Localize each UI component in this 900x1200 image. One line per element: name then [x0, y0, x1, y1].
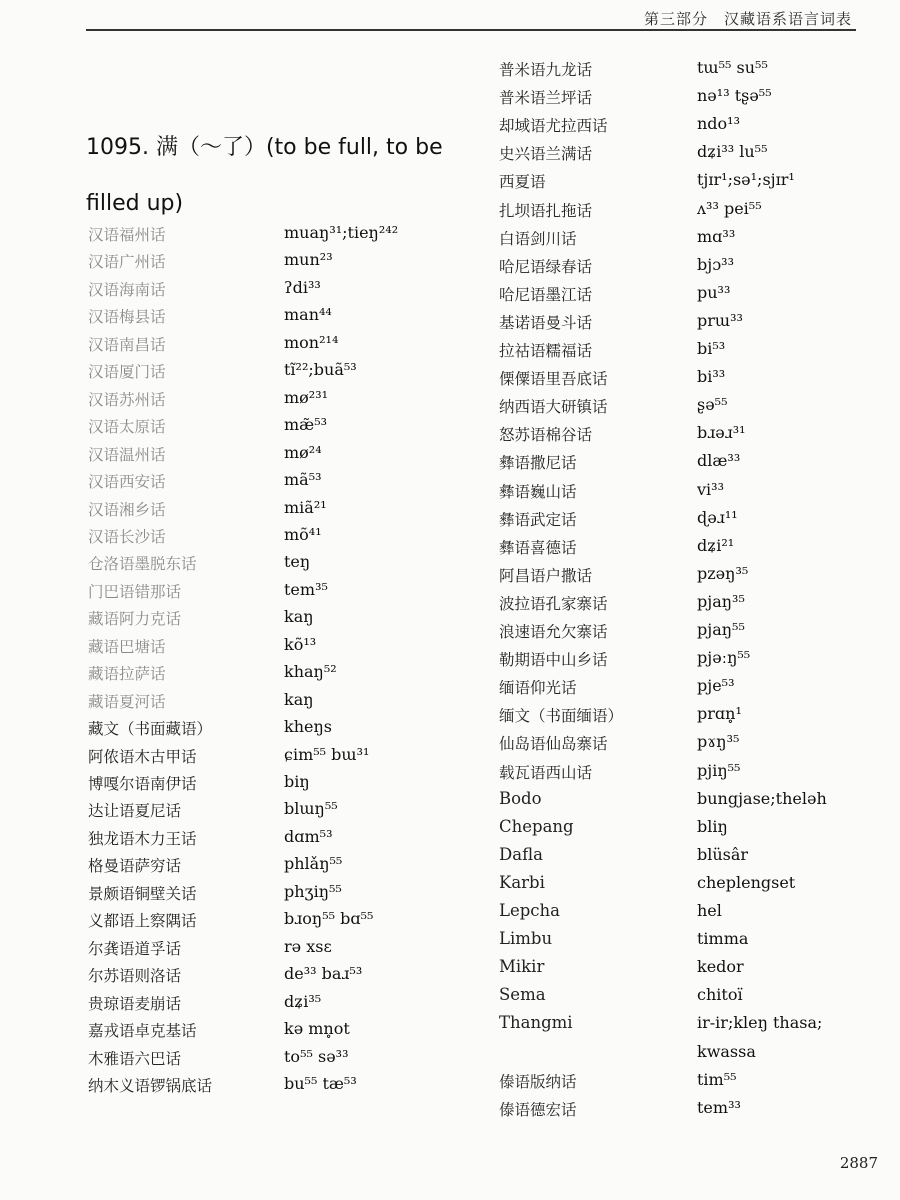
word-form: mõ⁴¹ [284, 524, 322, 544]
dialect-row [88, 607, 488, 634]
dialect-row [88, 388, 488, 415]
dialect-name: 独龙语木力王话 [88, 829, 197, 848]
dialect-row [499, 508, 899, 535]
dialect-name: Thangmi [499, 1013, 573, 1033]
dialect-row [88, 360, 488, 387]
word-form: teŋ [284, 552, 311, 572]
dialect-row [499, 311, 899, 338]
word-form: mɑ³³ [697, 226, 736, 246]
dialect-row [499, 283, 899, 310]
dialect-row [88, 278, 488, 305]
word-form: bi⁵³ [697, 339, 726, 358]
dialect-name: Mikir [499, 957, 545, 977]
entry-title: 1095. 满（～了）(to be full, to be filled up) [86, 135, 443, 216]
dialect-name: 藏语夏河话 [88, 692, 166, 711]
dialect-row [499, 142, 899, 169]
dialect-row [499, 901, 899, 928]
word-form: blüsâr [697, 844, 749, 864]
word-form: ɕim⁵⁵ bɯ³¹ [284, 744, 370, 764]
dialect-row [88, 470, 488, 497]
dialect-name: 彝语巍山话 [499, 482, 577, 501]
dialect-row [88, 772, 488, 799]
dialect-name: 藏语巴塘话 [88, 637, 166, 656]
dialect-name: 汉语梅县话 [88, 308, 166, 327]
dialect-row [499, 817, 899, 844]
dialect-row [88, 552, 488, 579]
dialect-name: 汉语南昌话 [88, 335, 166, 354]
word-form: phlǎŋ⁵⁵ [284, 854, 343, 874]
dialect-row [499, 255, 899, 282]
word-form: man⁴⁴ [284, 305, 332, 325]
dialect-row [88, 250, 488, 277]
dialect-name: 傈僳语里吾底话 [499, 370, 608, 389]
word-form: tem³⁵ [284, 579, 328, 599]
word-form: mun²³ [284, 250, 333, 270]
page-number: 2887 [839, 1154, 878, 1172]
dialect-row [88, 415, 488, 442]
dialect-name: 怒苏语棉谷话 [499, 426, 593, 445]
word-form: kaŋ [284, 689, 314, 709]
dialect-name: 仓洛语墨脱东话 [88, 555, 197, 574]
dialect-row [499, 1070, 899, 1097]
word-form: tjɪr¹;sə¹;sjɪr¹ [697, 170, 795, 190]
word-form: ir-ir;kleŋ thasa; [697, 1013, 823, 1033]
header-rule [86, 29, 856, 31]
dialect-name: 格曼语萨穷话 [88, 857, 182, 876]
dialect-name: 傣语德宏话 [499, 1100, 577, 1119]
dialect-name: 彝语武定话 [499, 510, 577, 529]
dialect-row [88, 580, 488, 607]
word-form: kõ¹³ [284, 634, 317, 654]
word-form: kaŋ [284, 607, 314, 627]
dialect-name: 彝语喜德话 [499, 538, 577, 557]
dialect-name: 嘉戎语卓克基话 [88, 1022, 197, 1041]
dialect-name: 拉祜语糯福话 [499, 342, 593, 360]
word-form: tɯ⁵⁵ su⁵⁵ [697, 58, 768, 77]
word-form: phʒiŋ⁵⁵ [284, 881, 342, 901]
word-form: bɹoŋ⁵⁵ bɑ⁵⁵ [284, 909, 374, 929]
word-form: mø²³¹ [284, 387, 329, 407]
dialect-name: 阿侬语木古甲话 [88, 747, 197, 766]
dialect-row [499, 732, 899, 759]
word-form: dʑi³³ lu⁵⁵ [697, 142, 768, 162]
dialect-row [88, 964, 488, 991]
word-form: vi³³ [697, 479, 724, 499]
dialect-row [88, 443, 488, 470]
dialect-name: 木雅语六巴话 [88, 1049, 182, 1068]
word-form: dʑi³⁵ [284, 991, 322, 1011]
word-form: dɑm⁵³ [284, 826, 333, 846]
word-form: timma [697, 929, 749, 949]
word-form: bi³³ [697, 367, 726, 387]
word-form: pu³³ [697, 282, 731, 302]
dialect-name: 景颇语铜壁关话 [88, 884, 197, 903]
dialect-name: 西夏语 [499, 173, 546, 192]
dialect-name: 彝语撒尼话 [499, 454, 577, 473]
dialect-row [499, 704, 899, 731]
dialect-row [88, 1074, 488, 1101]
dialect-name: 汉语太原话 [88, 418, 166, 437]
dialect-row [499, 1098, 899, 1125]
dialect-row [88, 882, 488, 909]
dialect-row [499, 170, 899, 197]
dialect-name: 汉语西安话 [88, 473, 166, 492]
dialect-row [88, 690, 488, 717]
word-form: tem³³ [697, 1097, 741, 1117]
dialect-row [88, 909, 488, 936]
dialect-name: 汉语长沙话 [88, 527, 166, 546]
dialect-row [499, 395, 899, 422]
dialect-row [499, 648, 899, 675]
word-form: blɯŋ⁵⁵ [284, 799, 338, 819]
word-form: ʂə⁵⁵ [697, 395, 728, 415]
word-form: pje⁵³ [697, 676, 735, 696]
dialect-row [88, 525, 488, 552]
dialect-row [499, 564, 899, 591]
dialect-name: 贵琼语麦崩话 [88, 994, 182, 1013]
word-form: bu⁵⁵ tæ⁵³ [284, 1073, 357, 1093]
word-form: rə xsɛ [284, 936, 332, 956]
dialect-name: 尔苏语则洛话 [88, 967, 182, 986]
dialect-row [499, 58, 899, 85]
word-form: bɹəɹ³¹ [697, 423, 746, 443]
dialect-name: 缅语仰光话 [499, 679, 577, 698]
dialect-row [499, 114, 899, 141]
dialect-row [88, 799, 488, 826]
dialect-name: 普米语九龙话 [499, 61, 593, 79]
dialect-name: Sema [499, 985, 546, 1005]
dialect-name: Limbu [499, 929, 553, 949]
dialect-row [499, 227, 899, 254]
dialect-row [88, 854, 488, 881]
dialect-name: 波拉语孔家寨话 [499, 594, 608, 613]
running-header [0, 0, 900, 30]
word-form: mæ̃⁵³ [284, 415, 328, 435]
word-form: kwassa [697, 1041, 756, 1061]
word-form: de³³ baɹ⁵³ [284, 964, 363, 984]
word-form: dʑi²¹ [697, 535, 735, 555]
dialect-row [88, 1047, 488, 1074]
dialect-row [499, 480, 899, 507]
dialect-row [499, 339, 899, 366]
dialect-row [499, 423, 899, 450]
word-form: cheplengset [697, 872, 796, 892]
dialect-name: Dafla [499, 844, 543, 864]
word-form: tĩ²²;buã⁵³ [284, 360, 357, 380]
dialect-row [499, 620, 899, 647]
dialect-name: 普米语兰坪话 [499, 89, 593, 108]
word-form: bjɔ³³ [697, 254, 734, 274]
dialect-row [499, 199, 899, 226]
word-form: hel [697, 901, 722, 920]
dialect-name: 浪速语允欠寨话 [499, 623, 608, 641]
dialect-name: 扎坝语扎拖话 [499, 201, 593, 220]
word-form: prɯ³³ [697, 310, 743, 330]
dialect-name: 汉语厦门话 [88, 363, 166, 382]
dialect-name: 汉语苏州话 [88, 390, 166, 409]
dialect-row [88, 635, 488, 662]
dialect-row [88, 498, 488, 525]
dialect-row [499, 536, 899, 563]
dialect-row [499, 845, 899, 872]
dialect-name: 汉语福州话 [88, 226, 166, 244]
dialect-name: 纳西语大研镇话 [499, 398, 608, 417]
word-form: ndo¹³ [697, 114, 741, 134]
dialect-row [499, 789, 899, 816]
word-form: khaŋ⁵² [284, 662, 337, 682]
dialect-row [88, 937, 488, 964]
dialect-row [499, 929, 899, 956]
dialect-name: Karbi [499, 872, 545, 892]
dialect-row [499, 676, 899, 703]
dialect-row [88, 662, 488, 689]
word-form: pjəːŋ⁵⁵ [697, 648, 751, 668]
word-form: mã⁵³ [284, 470, 322, 490]
running-header-text: 第三部分 汉藏语系语言词表 [643, 10, 852, 28]
word-form: bungjase;theləh [697, 788, 827, 808]
dialect-name: 尔龚语道孚话 [88, 939, 182, 958]
dialect-name: 哈尼语绿春话 [499, 257, 593, 276]
dialect-row [499, 761, 899, 788]
dialect-row [88, 717, 488, 744]
word-form: ʔdi³³ [284, 277, 321, 297]
dialect-name: 纳木义语锣锅底话 [88, 1076, 213, 1095]
dialect-row [499, 451, 899, 478]
dialect-row [499, 957, 899, 984]
dialect-row [499, 873, 899, 900]
dialect-row [499, 985, 899, 1012]
word-form: muaŋ³¹;tieŋ²⁴² [284, 223, 399, 242]
word-form: bliŋ [697, 816, 728, 836]
word-form: nə¹³ tʂə⁵⁵ [697, 86, 772, 106]
word-form: to⁵⁵ sə³³ [284, 1046, 349, 1066]
dialect-row [499, 1013, 899, 1040]
dialect-name: 藏语拉萨话 [88, 665, 166, 684]
dialect-name: 缅文（书面缅语） [499, 707, 624, 726]
word-form: pzəŋ³⁵ [697, 563, 749, 583]
dialect-name: 藏文（书面藏语） [88, 720, 213, 739]
word-form: miã²¹ [284, 497, 327, 517]
dialect-name: 载瓦语西山话 [499, 763, 593, 782]
word-form: ɖəɹ¹¹ [697, 507, 738, 527]
word-form: chitoï [697, 985, 743, 1005]
word-form: pɤŋ³⁵ [697, 732, 740, 752]
dialect-row [499, 1042, 899, 1069]
dialect-name: 义都语上察隅话 [88, 912, 197, 931]
word-form: pjaŋ⁵⁵ [697, 620, 745, 639]
dialect-name: 汉语湘乡话 [88, 500, 166, 519]
dialect-row [499, 86, 899, 113]
dialect-name: 基诺语曼斗话 [499, 313, 593, 332]
dialect-row [88, 745, 488, 772]
word-form: mon²¹⁴ [284, 332, 339, 352]
word-form: kedor [697, 957, 744, 977]
dialect-name: 傣语版纳话 [499, 1072, 577, 1091]
dialect-name: 勒期语中山乡话 [499, 651, 608, 670]
word-form: prɑn̥¹ [697, 704, 742, 724]
dialect-name: 汉语海南话 [88, 280, 166, 299]
dialect-row [88, 827, 488, 854]
dialect-row [499, 592, 899, 619]
dialect-name: 哈尼语墨江话 [499, 285, 593, 304]
dialect-row [499, 367, 899, 394]
dialect-name: 汉语广州话 [88, 253, 166, 272]
dialect-row [88, 1019, 488, 1046]
word-form: kə mn̥ot [284, 1019, 350, 1039]
word-form: tim⁵⁵ [697, 1069, 737, 1089]
dialect-name: 汉语温州话 [88, 445, 166, 464]
dialect-name: 仙岛语仙岛寨话 [499, 735, 608, 754]
dialect-name: Lepcha [499, 901, 560, 920]
dialect-row [88, 333, 488, 360]
dialect-name: 阿昌语户撒话 [499, 566, 593, 585]
word-form: kheŋs [284, 717, 332, 737]
dialect-row [88, 305, 488, 332]
dialect-row [88, 223, 488, 250]
dialect-row [88, 992, 488, 1019]
dialect-name: 史兴语兰满话 [499, 145, 593, 164]
dialect-name: 藏语阿力克话 [88, 610, 182, 629]
word-form: mø²⁴ [284, 442, 322, 462]
dialect-name: 却域语尤拉西话 [499, 117, 608, 136]
dialect-name: 达让语夏尼话 [88, 802, 182, 821]
dialect-name: 白语剑川话 [499, 229, 577, 248]
word-form: ʌ³³ pei⁵⁵ [697, 198, 762, 218]
dialect-name: 门巴语错那话 [88, 582, 182, 601]
dialect-name: Bodo [499, 788, 542, 808]
word-form: biŋ [284, 772, 310, 791]
dialect-name: Chepang [499, 816, 574, 836]
word-form: pjaŋ³⁵ [697, 591, 745, 611]
word-form: dlæ³³ [697, 451, 741, 471]
dialect-name: 博嘎尔语南伊话 [88, 775, 197, 793]
word-form: pjiŋ⁵⁵ [697, 760, 741, 780]
